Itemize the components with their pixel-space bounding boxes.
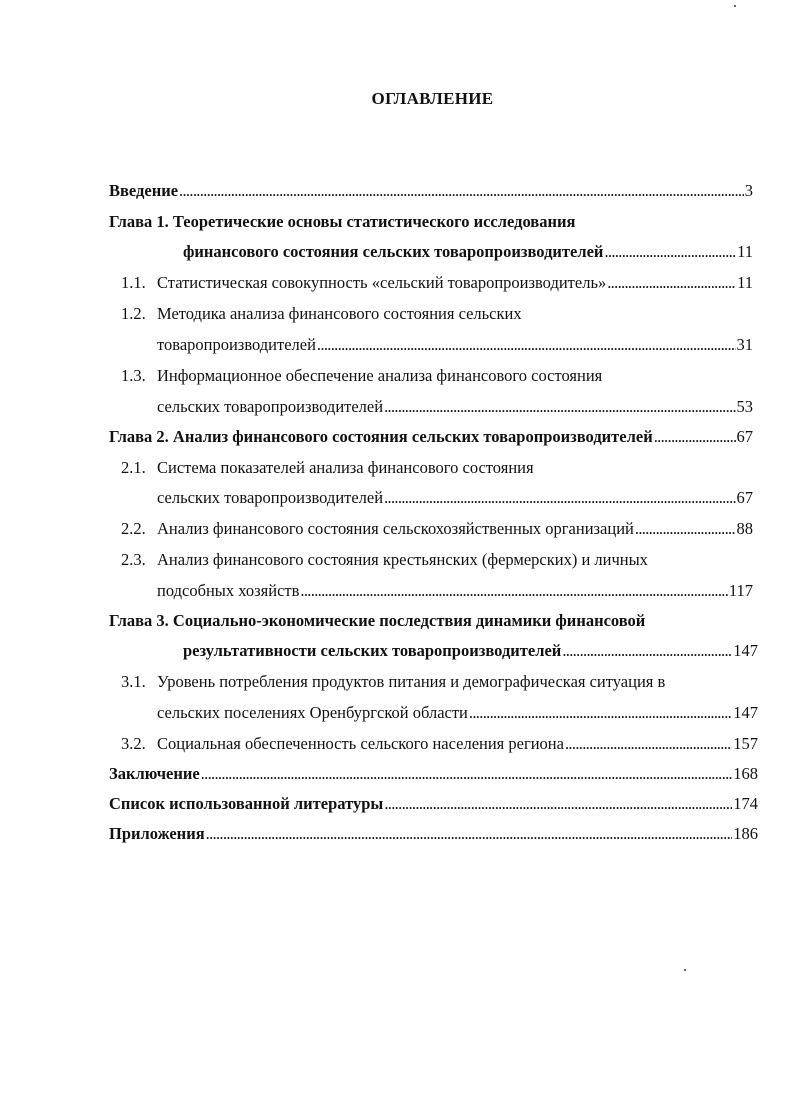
toc-entry-chapter-2[interactable] bbox=[109, 426, 753, 448]
toc-page-number: 3 bbox=[744, 181, 753, 200]
section-number: 2.1. bbox=[121, 458, 146, 477]
toc-entry-title: Социальная обеспеченность сельского населения региона bbox=[157, 734, 564, 753]
leader-dots bbox=[654, 426, 736, 448]
toc-entry-section-3-1-cont[interactable] bbox=[157, 702, 758, 724]
toc-entry-section-1-3[interactable]: Информационное обеспечение анализа финансового состояния bbox=[157, 366, 603, 385]
leader-dots bbox=[179, 180, 744, 202]
section-number: 3.1. bbox=[121, 672, 146, 691]
toc-entry-section-1-1[interactable] bbox=[157, 272, 753, 294]
toc-entry-title: сельских товаропроизводителей bbox=[157, 397, 384, 416]
leader-dots bbox=[201, 763, 733, 785]
toc-entry-chapter-1-cont[interactable] bbox=[183, 241, 753, 263]
leader-dots bbox=[206, 823, 733, 845]
toc-entry-appendices[interactable] bbox=[109, 823, 758, 845]
leader-dots bbox=[384, 793, 732, 815]
toc-entry-title: Заключение bbox=[109, 764, 200, 783]
toc-entry-title: сельских товаропроизводителей bbox=[157, 488, 384, 507]
toc-entry-chapter-1[interactable]: Глава 1. Теоретические основы статистического исследования bbox=[109, 212, 576, 231]
toc-entry-title: Статистическая совокупность «сельский товаропроизводитель» bbox=[157, 273, 607, 292]
toc-entry-chapter-3[interactable]: Глава 3. Социально-экономические последствия динамики финансовой bbox=[109, 611, 646, 630]
toc-entry-introduction[interactable] bbox=[109, 180, 753, 202]
toc-page-number: 11 bbox=[737, 242, 753, 261]
toc-entry-title: сельских поселениях Оренбургской области bbox=[157, 703, 468, 722]
toc-entry-title: товаропроизводителей bbox=[157, 335, 316, 354]
toc-entry-title: подсобных хозяйств bbox=[157, 581, 300, 600]
section-number: 2.2. bbox=[121, 519, 146, 538]
page-title: ОГЛАВЛЕНИЕ bbox=[371, 89, 494, 108]
toc-page-number: 117 bbox=[728, 581, 753, 600]
leader-dots bbox=[565, 733, 732, 755]
scan-speck bbox=[684, 969, 686, 971]
toc-entry-title: Введение bbox=[109, 181, 179, 200]
leader-dots bbox=[469, 702, 732, 724]
section-number: 3.2. bbox=[121, 734, 146, 753]
toc-entry-title: Глава 2. Анализ финансового состояния сельских товаропроизводителей bbox=[109, 427, 653, 446]
toc-page-number: 168 bbox=[733, 764, 758, 783]
toc-entry-title: Список использованной литературы bbox=[109, 794, 384, 813]
toc-page-number: 147 bbox=[733, 703, 758, 722]
scan-speck bbox=[734, 5, 736, 7]
section-number: 1.2. bbox=[121, 304, 146, 323]
toc-page-number: 67 bbox=[736, 488, 753, 507]
toc-entry-section-1-2-cont[interactable] bbox=[157, 334, 753, 356]
toc-entry-section-2-3-cont[interactable] bbox=[157, 580, 753, 602]
section-number: 1.3. bbox=[121, 366, 146, 385]
section-number: 1.1. bbox=[121, 273, 146, 292]
toc-entry-title: результативности сельских товаропроизводителей bbox=[183, 641, 562, 660]
toc-entry-title: Анализ финансового состояния сельскохозяйственных организаций bbox=[157, 519, 634, 538]
toc-entry-section-2-1[interactable]: Система показателей анализа финансового состояния bbox=[157, 458, 534, 477]
toc-entry-section-1-2[interactable]: Методика анализа финансового состояния сельских bbox=[157, 304, 522, 323]
toc-page-number: 147 bbox=[733, 641, 758, 660]
leader-dots bbox=[635, 518, 736, 540]
leader-dots bbox=[384, 487, 735, 509]
toc-entry-section-2-3[interactable]: Анализ финансового состояния крестьянских (фермерских) и личных bbox=[157, 550, 648, 569]
toc-page-number: 157 bbox=[733, 734, 758, 753]
toc-entry-section-2-1-cont[interactable] bbox=[157, 487, 753, 509]
toc-entry-section-2-2[interactable] bbox=[157, 518, 753, 540]
toc-entry-conclusion[interactable] bbox=[109, 763, 758, 785]
toc-page-number: 53 bbox=[736, 397, 753, 416]
toc-page-number: 31 bbox=[736, 335, 753, 354]
toc-entry-section-1-3-cont[interactable] bbox=[157, 396, 753, 418]
leader-dots bbox=[562, 640, 732, 662]
toc-page-number: 174 bbox=[733, 794, 758, 813]
toc-entry-title: финансового состояния сельских товаропроизводителей bbox=[183, 242, 604, 261]
toc-entry-section-3-2[interactable] bbox=[157, 733, 758, 755]
toc-page-number: 11 bbox=[737, 273, 753, 292]
toc-entry-section-3-1[interactable]: Уровень потребления продуктов питания и демографическая ситуация в bbox=[157, 672, 666, 691]
leader-dots bbox=[384, 396, 735, 418]
toc-entry-references[interactable] bbox=[109, 793, 758, 815]
leader-dots bbox=[317, 334, 736, 356]
toc-entry-chapter-3-cont[interactable] bbox=[183, 640, 758, 662]
toc-page-number: 186 bbox=[733, 824, 758, 843]
leader-dots bbox=[604, 241, 736, 263]
toc-page-number: 67 bbox=[736, 427, 753, 446]
toc-page-number: 88 bbox=[736, 519, 753, 538]
section-number: 2.3. bbox=[121, 550, 146, 569]
leader-dots bbox=[300, 580, 727, 602]
leader-dots bbox=[607, 272, 736, 294]
toc-entry-title: Приложения bbox=[109, 824, 205, 843]
